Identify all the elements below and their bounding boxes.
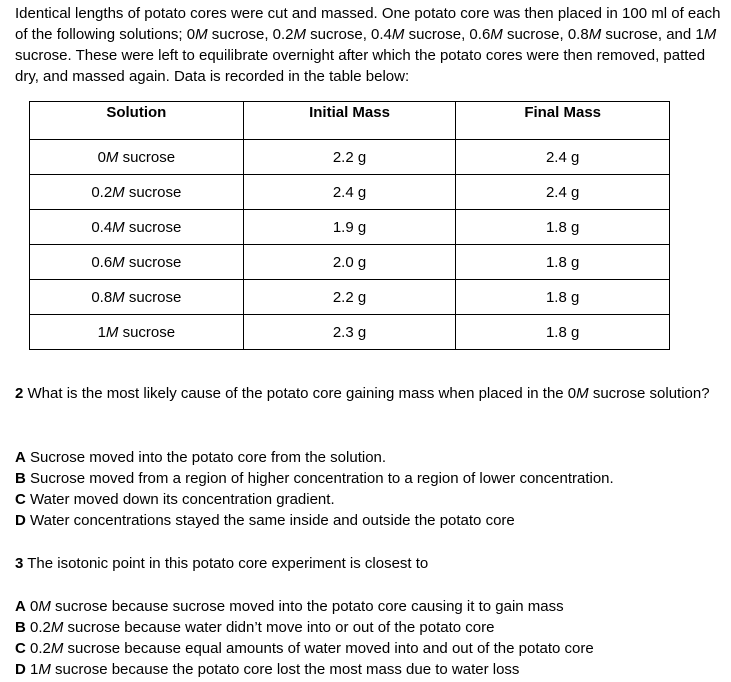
initial-mass-cell: 2.0 g xyxy=(243,245,456,280)
solution-cell xyxy=(30,280,244,315)
option-letter: C xyxy=(15,491,26,508)
data-table xyxy=(29,101,670,350)
option-text: Water concentrations stayed the same inside and outside the potato core xyxy=(25,512,515,529)
concentration-value: 0.8 xyxy=(91,288,113,306)
solution-suffix: sucrose xyxy=(118,323,176,341)
solution-suffix: sucrose xyxy=(124,183,182,201)
intro-text: sucrose, 0.6 xyxy=(404,26,491,43)
q2-option-c xyxy=(15,489,335,510)
initial-mass-cell: 2.4 g xyxy=(243,175,456,210)
intro-text: sucrose, and 1 xyxy=(601,26,704,43)
option-letter: A xyxy=(15,449,26,466)
unit-molar: M xyxy=(391,26,405,43)
option-text: sucrose because the potato core lost the most mass due to water loss xyxy=(50,661,520,678)
solution-cell xyxy=(30,175,244,210)
unit-molar: M xyxy=(105,148,119,166)
option-text: sucrose because water didn’t move into or out of the potato core xyxy=(63,619,495,636)
solution-cell xyxy=(30,210,244,245)
unit-molar: M xyxy=(38,598,51,615)
table-header-row xyxy=(30,102,670,140)
solution-cell xyxy=(30,315,244,350)
solution-cell xyxy=(30,140,244,175)
concentration-value: 0.6 xyxy=(91,253,113,271)
unit-molar: M xyxy=(50,619,64,636)
solution-cell xyxy=(30,245,244,280)
question-number: 3 xyxy=(15,555,24,572)
intro-text: Identical lengths of potato cores were cut and massed. One potato core was then placed in 100 ml of each of the following solutions; 0 xyxy=(15,5,721,43)
initial-mass-cell: 2.2 g xyxy=(243,280,456,315)
option-value: 0.2 xyxy=(25,619,51,636)
intro-text: sucrose, 0.2 xyxy=(207,26,294,43)
table-row xyxy=(30,315,670,350)
unit-molar: M xyxy=(490,26,503,43)
unit-molar: M xyxy=(112,183,125,201)
unit-molar: M xyxy=(112,218,125,236)
table-row xyxy=(30,280,670,315)
unit-molar: M xyxy=(703,26,717,43)
unit-molar: M xyxy=(112,288,125,306)
option-letter: C xyxy=(15,640,26,657)
option-value: 0 xyxy=(25,598,39,615)
option-value: 1 xyxy=(25,661,39,678)
final-mass-cell: 1.8 g xyxy=(456,210,670,245)
question-text: The isotonic point in this potato core experiment is closest to xyxy=(23,555,429,572)
option-letter: B xyxy=(15,470,26,487)
concentration-value: 0.4 xyxy=(91,218,113,236)
final-mass-cell: 2.4 g xyxy=(456,140,670,175)
unit-molar: M xyxy=(38,661,51,678)
initial-mass-cell: 1.9 g xyxy=(243,210,456,245)
concentration-value: 0.2 xyxy=(91,183,113,201)
intro-text: sucrose. These were left to equilibrate overnight after which the potato cores were then removed, patted dry, and massed again. Data is recorded in the table below: xyxy=(15,47,706,85)
solution-suffix: sucrose xyxy=(124,218,182,236)
q3-option-d xyxy=(15,659,519,680)
column-header-final-mass: Final Mass xyxy=(456,102,670,140)
solution-suffix: sucrose xyxy=(124,288,182,306)
unit-molar: M xyxy=(293,26,307,43)
concentration-value: 1 xyxy=(97,323,106,341)
question-3 xyxy=(15,553,428,574)
unit-molar: M xyxy=(588,26,602,43)
q3-option-b xyxy=(15,617,494,638)
q2-option-b xyxy=(15,468,614,489)
unit-molar: M xyxy=(105,323,119,341)
question-text: sucrose solution? xyxy=(588,385,710,402)
table-row xyxy=(30,140,670,175)
intro-paragraph xyxy=(15,3,727,87)
final-mass-cell: 2.4 g xyxy=(456,175,670,210)
q2-option-d xyxy=(15,510,515,531)
question-2 xyxy=(15,383,715,404)
unit-molar: M xyxy=(195,26,208,43)
option-letter: A xyxy=(15,598,26,615)
question-number: 2 xyxy=(15,385,24,402)
solution-suffix: sucrose xyxy=(124,253,182,271)
concentration-value: 0 xyxy=(97,148,106,166)
q3-option-a xyxy=(15,596,564,617)
question-text: What is the most likely cause of the potato core gaining mass when placed in the 0 xyxy=(23,385,577,402)
final-mass-cell: 1.8 g xyxy=(456,280,670,315)
column-header-solution: Solution xyxy=(30,102,244,140)
unit-molar: M xyxy=(576,385,589,402)
option-letter: D xyxy=(15,661,26,678)
unit-molar: M xyxy=(112,253,125,271)
option-letter: D xyxy=(15,512,26,529)
unit-molar: M xyxy=(50,640,64,657)
option-value: 0.2 xyxy=(25,640,51,657)
option-text: sucrose because sucrose moved into the potato core causing it to gain mass xyxy=(50,598,564,615)
column-header-initial-mass: Initial Mass xyxy=(243,102,456,140)
q2-option-a xyxy=(15,447,386,468)
option-letter: B xyxy=(15,619,26,636)
option-text: Sucrose moved into the potato core from the solution. xyxy=(25,449,387,466)
initial-mass-cell: 2.3 g xyxy=(243,315,456,350)
table-row xyxy=(30,245,670,280)
intro-text: sucrose, 0.4 xyxy=(306,26,392,43)
solution-suffix: sucrose xyxy=(118,148,176,166)
q3-option-c xyxy=(15,638,594,659)
intro-text: sucrose, 0.8 xyxy=(502,26,589,43)
final-mass-cell: 1.8 g xyxy=(456,315,670,350)
option-text: Water moved down its concentration gradient. xyxy=(25,491,335,508)
option-text: sucrose because equal amounts of water moved into and out of the potato core xyxy=(63,640,594,657)
final-mass-cell: 1.8 g xyxy=(456,245,670,280)
table-row xyxy=(30,210,670,245)
table-row xyxy=(30,175,670,210)
initial-mass-cell: 2.2 g xyxy=(243,140,456,175)
option-text: Sucrose moved from a region of higher concentration to a region of lower concentration. xyxy=(25,470,614,487)
